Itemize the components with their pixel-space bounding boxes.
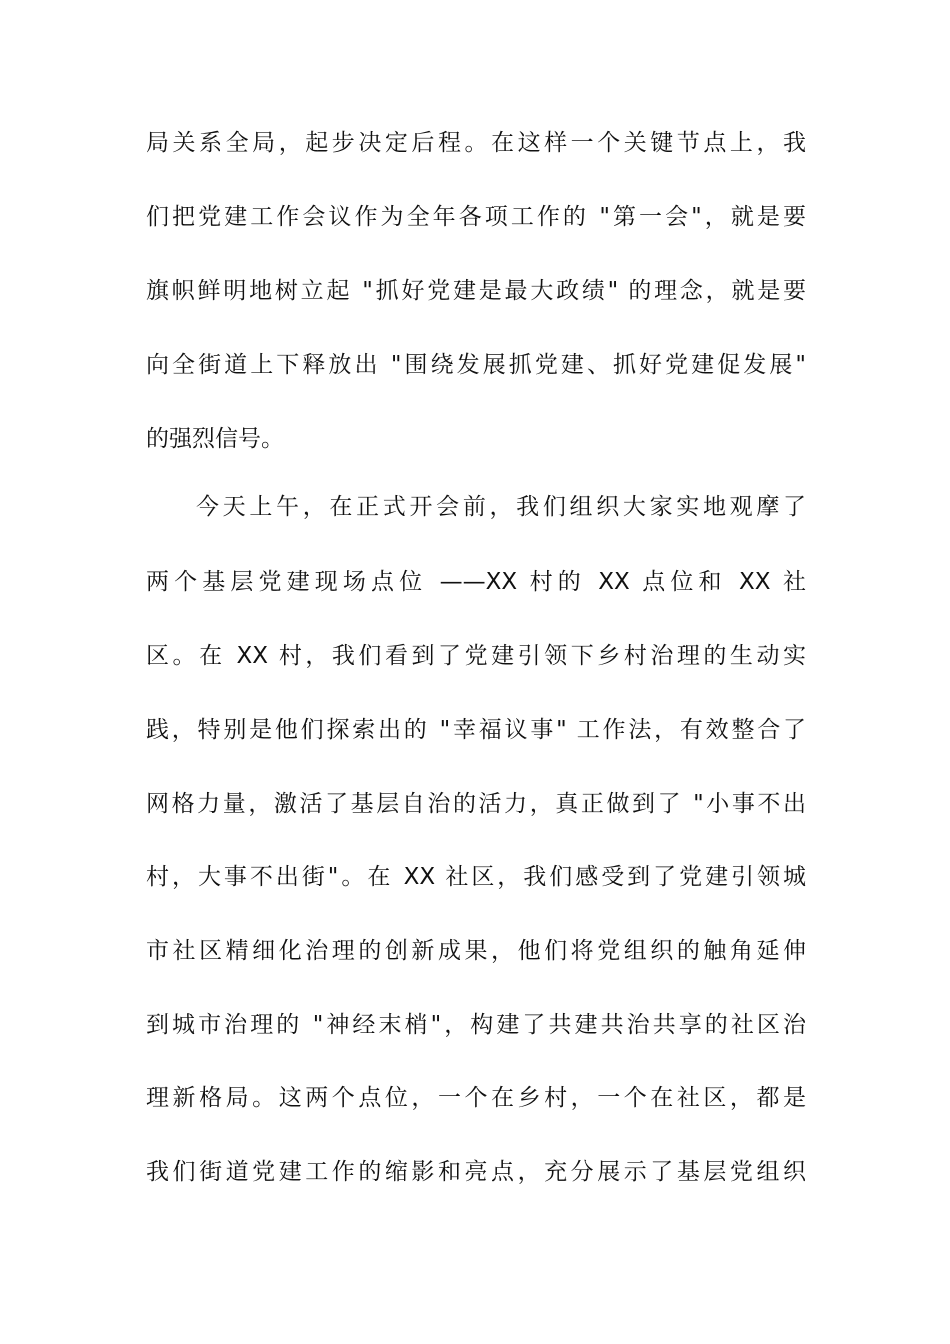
paragraph-1-line-1: 局关系全局，起步决定后程。在这样一个关键节点上，我 xyxy=(146,130,806,156)
paragraph-2-line-2: 两个基层党建现场点位 ——XX 村的 XX 点位和 XX 社 xyxy=(146,569,806,595)
paragraph-1-line-3: 旗帜鲜明地树立起 "抓好党建是最大政绩" 的理念，就是要 xyxy=(146,278,806,304)
paragraph-1-line-2: 们把党建工作会议作为全年各项工作的 "第一会"，就是要 xyxy=(146,204,806,230)
paragraph-2-line-9: 理新格局。这两个点位，一个在乡村，一个在社区，都是 xyxy=(146,1085,806,1111)
paragraph-2-line-4: 践，特别是他们探索出的 "幸福议事" 工作法，有效整合了 xyxy=(146,717,806,743)
paragraph-2-line-10: 我们街道党建工作的缩影和亮点，充分展示了基层党组织 xyxy=(146,1159,806,1185)
paragraph-2-line-7: 市社区精细化治理的创新成果，他们将党组织的触角延伸 xyxy=(146,938,806,964)
paragraph-1-line-5: 的强烈信号。 xyxy=(146,426,284,452)
paragraph-2-line-6: 村，大事不出街"。在 XX 社区，我们感受到了党建引领城 xyxy=(146,864,806,890)
paragraph-2-line-3: 区。在 XX 村，我们看到了党建引领下乡村治理的生动实 xyxy=(146,643,806,669)
paragraph-1-line-4: 向全街道上下释放出 "围绕发展抓党建、抓好党建促发展" xyxy=(146,352,806,378)
paragraph-2-line-1: 今天上午，在正式开会前，我们组织大家实地观摩了 xyxy=(196,494,806,520)
paragraph-2-line-5: 网格力量，激活了基层自治的活力，真正做到了 "小事不出 xyxy=(146,791,806,817)
paragraph-2-line-8: 到城市治理的 "神经末梢"，构建了共建共治共享的社区治 xyxy=(146,1012,806,1038)
